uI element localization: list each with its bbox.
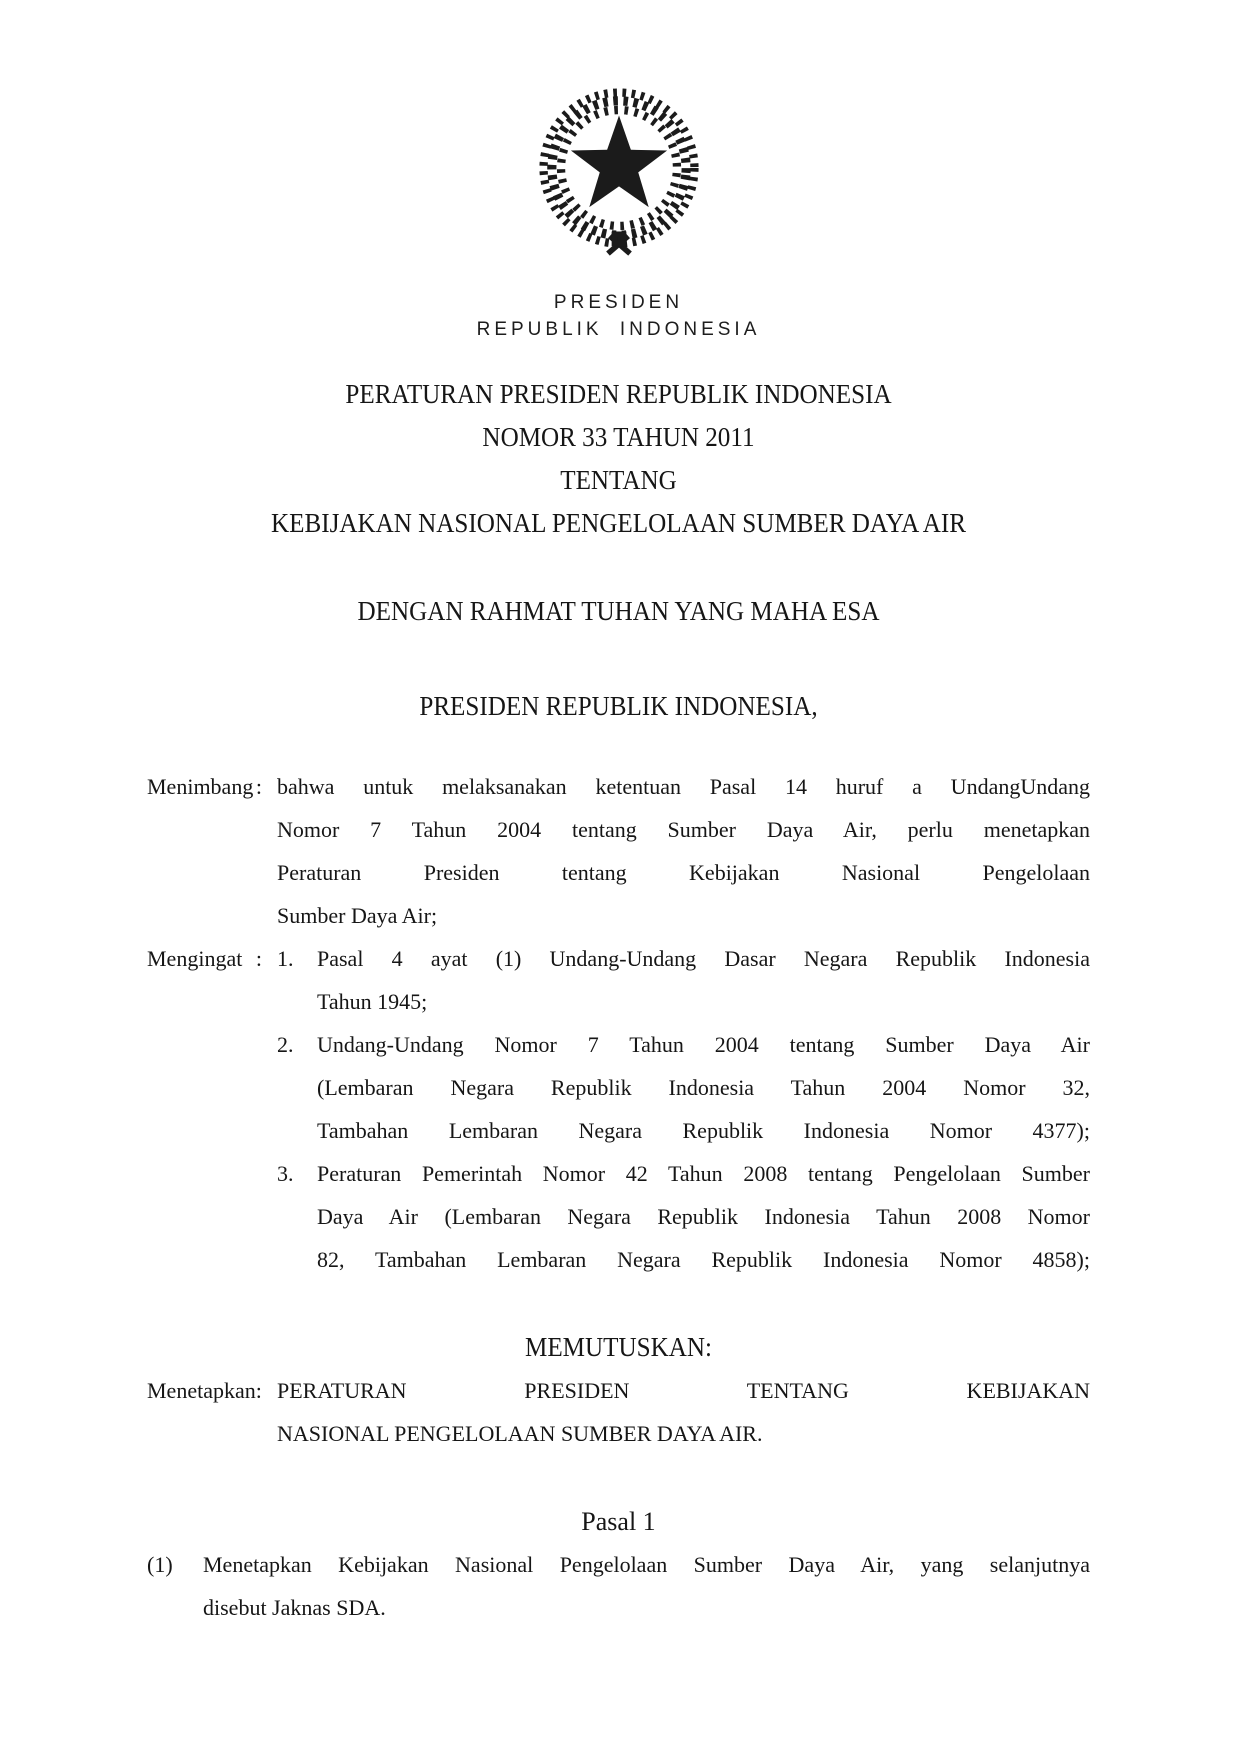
considering-line: bahwa untuk melaksanakan ketentuan Pasal 14 huruf a UndangUndang [277, 774, 1090, 799]
title-block [147, 373, 1090, 545]
recalling-item-number: 3. [277, 1161, 294, 1186]
title-nomor: NOMOR 33 TAHUN 2011 [482, 422, 755, 452]
recalling-label-cell [147, 937, 262, 1281]
enacting-label-cell [147, 1369, 262, 1455]
clause-number: (1) [147, 1552, 173, 1577]
recalling-item [277, 1023, 1090, 1152]
recalling-item-line: Tahun 1945; [317, 989, 428, 1014]
title-peraturan: PERATURAN PRESIDEN REPUBLIK INDONESIA [345, 379, 892, 409]
clause-line: disebut Jaknas SDA. [203, 1595, 386, 1620]
article-clause [147, 1543, 1090, 1629]
recalling-colon: : [255, 946, 262, 971]
considering-section [147, 765, 1090, 937]
considering-line: Nomor 7 Tahun 2004 tentang Sumber Daya Air, perlu menetapkan [277, 817, 1090, 842]
recalling-item-line: Peraturan Pemerintah Nomor 42 Tahun 2008 tentang Pengelolaan Sumber [317, 1161, 1090, 1186]
considering-label-cell [147, 765, 262, 937]
recalling-section [147, 937, 1090, 1281]
recalling-item-line: Undang-Undang Nomor 7 Tahun 2004 tentang Sumber Daya Air [317, 1032, 1090, 1057]
enacting-body [277, 1369, 1090, 1455]
recalling-item-line: 82, Tambahan Lembaran Negara Republik Indonesia Nomor 4858); [317, 1247, 1090, 1272]
recalling-item [277, 937, 1090, 1023]
article-clauses [147, 1543, 1090, 1629]
star-icon [570, 116, 666, 208]
title-tentang: TENTANG [560, 465, 677, 495]
considering-label: Menimbang [147, 774, 254, 799]
considering-colon: : [255, 774, 262, 799]
letterhead-presiden: PRESIDEN [553, 292, 684, 313]
enacting-label: Menetapkan: [147, 1378, 262, 1403]
clause-line: Menetapkan Kebijakan Nasional Pengelolaan Sumber Daya Air, yang selanjutnya [203, 1552, 1090, 1577]
enacting-section [147, 1369, 1090, 1455]
enacting-line: PERATURAN PRESIDEN TENTANG KEBIJAKAN [277, 1378, 1090, 1403]
article-heading: Pasal 1 [581, 1507, 656, 1536]
decree-heading: MEMUTUSKAN: [525, 1332, 712, 1362]
recalling-item-number: 2. [277, 1032, 294, 1057]
considering-body [277, 765, 1090, 937]
recalling-item-line: Tambahan Lembaran Negara Republik Indonesia Nomor 4377); [317, 1118, 1090, 1143]
recalling-body [277, 937, 1090, 1281]
recalling-label: Mengingat [147, 946, 243, 971]
issuer-line: PRESIDEN REPUBLIK INDONESIA, [419, 691, 818, 721]
presidential-emblem [147, 0, 1090, 265]
recalling-item-line: (Lembaran Negara Republik Indonesia Tahun 2004 Nomor 32, [317, 1075, 1090, 1100]
title-subject: KEBIJAKAN NASIONAL PENGELOLAAN SUMBER DAYA AIR [270, 508, 966, 538]
star-wreath-emblem [527, 76, 711, 260]
recalling-item-line: Daya Air (Lembaran Negara Republik Indonesia Tahun 2008 Nomor [317, 1204, 1090, 1229]
recalling-item-line: Pasal 4 ayat (1) Undang-Undang Dasar Negara Republik Indonesia [317, 946, 1090, 971]
recalling-item [277, 1152, 1090, 1281]
recalling-item-number: 1. [277, 946, 294, 971]
enacting-line: NASIONAL PENGELOLAAN SUMBER DAYA AIR. [277, 1421, 763, 1446]
letterhead-republik-indonesia: REPUBLIK INDONESIA [476, 319, 761, 340]
letterhead [147, 289, 1090, 343]
considering-line: Sumber Daya Air; [277, 903, 438, 928]
considering-line: Peraturan Presiden tentang Kebijakan Nasional Pengelolaan [277, 860, 1090, 885]
invocation-line: DENGAN RAHMAT TUHAN YANG MAHA ESA [357, 596, 880, 626]
